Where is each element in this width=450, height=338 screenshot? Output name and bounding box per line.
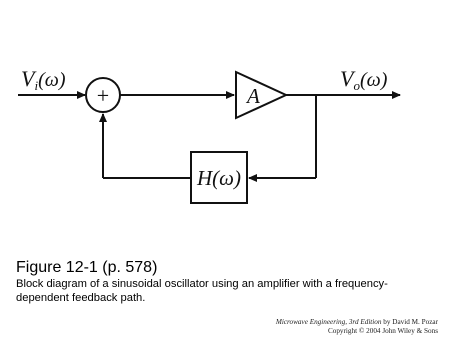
book-credit-line (276, 318, 438, 327)
feedback-block-label: H(ω) (197, 166, 241, 190)
figure-title: Figure 12-1 (p. 578) (16, 259, 158, 276)
book-title: Microwave Engineering, 3rd Edition (275, 318, 382, 326)
block-diagram-canvas (15, 62, 405, 210)
input-signal-label: Vi(ω) (21, 66, 66, 93)
amplifier-label: A (247, 84, 260, 108)
summer-plus-sign: + (96, 83, 110, 108)
amplifier-triangle (236, 72, 286, 118)
output-signal-label: Vo(ω) (340, 66, 388, 93)
figure-caption: Block diagram of a sinusoidal oscillator using an amplifier with a frequency-dependent feedback path. (16, 278, 388, 304)
figure-caption-block (16, 259, 436, 305)
block-diagram (15, 62, 405, 210)
copyright-credit (276, 318, 438, 335)
book-author: by David M. Pozar (381, 318, 438, 326)
copyright-line: Copyright © 2004 John Wiley & Sons (327, 326, 438, 335)
